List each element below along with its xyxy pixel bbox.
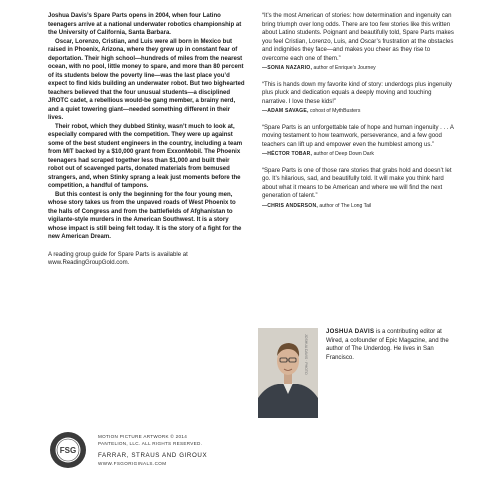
publisher-name: FARRAR, STRAUS AND GIROUX [98,451,208,459]
publisher-seal [48,430,88,470]
credit-line: MOTION PICTURE ARTWORK © 2014 [98,434,188,439]
quote-tobar [258,124,454,159]
author-bio-text: is a contributing editor at Wired, a cofounder of Epic Magazine, and the author of The Underdog. He lives in San Francisco. [326,329,449,361]
artwork-credit [98,434,318,448]
author-portrait-icon [258,328,318,418]
reading-group-guide: A reading group guide for Spare Parts is available at www.ReadingGroupGold.com. [48,251,188,266]
quote-text: “This is hands down my favorite kind of story: underdogs plus ingenuity plus pluck and dedication equals a deeply moving and touching narrative. I love these kids!” [262,81,452,105]
author-bio [326,328,450,362]
quote-text: “Spare Parts is an unforgettable tale of hope and human ingenuity . . . A moving testament to how teamwork, perseverance, and a few good teachers can lift up and empower even the humblest among us.” [262,124,454,148]
quote-text: “Spare Parts is one of those rare stories that grabs hold and doesn’t let go. It’s hilarious, sad, and beautifully told. It will make you think hard about what it means to be American and where we will find the next generation of talent.” [262,167,452,199]
quote-author: —CHRIS ANDERSON, [262,202,318,209]
quote-attribution [262,150,454,159]
quote-attribution [262,202,454,211]
description-paragraph: But this contest is only the beginning for the four young men, whose story takes us from the unpaved roads of West Phoenix to the halls of Congress and from the battlefields of Afghanistan to vigilante-style murders in the American Southwest. It is a story whose impact is still being felt today. It is the story of a fight for the new American Dream. [48,191,242,240]
quote-attribution [262,107,454,116]
quote-author-role: author of Deep Down Dark [313,151,374,157]
author-name: JOSHUA DAVIS [326,329,375,335]
quote-author: —SONIA NAZARIO, [262,65,313,71]
description-paragraph: Their robot, which they dubbed Stinky, wasn’t much to look at, especially compared with the competition. They were up against some of the best student engineers in the country, including a team from MIT backed by a $10,000 grant from ExxonMobil. The Phoenix teenagers had scraped together less than $1,000 and built their robot out of scavenged parts, donated materials from bemused strangers, and, when Stinky sprang a leak just moments before the competition, a handful of tampons. [48,123,243,189]
credit-line: PANTELION, LLC. ALL RIGHTS RESERVED. [98,440,203,446]
fsg-seal-icon [48,430,88,470]
quote-nazario [258,12,454,73]
quote-author: —HÉCTOR TOBAR, [262,151,313,157]
photo-credit: JOSHUA DAVIS · PHOTO [304,334,308,375]
description-paragraph: Oscar, Lorenzo, Cristian, and Luis were all born in Mexico but raised in Phoenix, Arizona, where they grew up in constant fear of deportation. Their high school—hundreds of miles from the nearest ocean, with no pool, little money to spare, and more than 80 percent of its students below the poverty line—was the last place you’d expect to find kids building an underwater robot. But two bighearted teachers believed that the four unusual students—a disciplined JROTC cadet, a rebellious would-be gang member, a brainy nerd, and a quiet towering giant—needed something different in their lives. [48,38,245,121]
publisher-footer [98,434,318,466]
quote-anderson [258,167,454,211]
publisher-url[interactable]: WWW.FSGORIGINALS.COM [98,460,167,466]
quote-author-role: cohost of MythBusters [309,108,361,114]
seal-label: FSG [59,446,77,455]
quote-author-role: author of Enrique’s Journey [313,65,376,71]
quote-text: “It’s the most American of stories: how determination and ingenuity can bring triumph over long odds. There are too few stories like this written about Latino students. Poignant and beautifully told, Spare Parts makes you feel Cristian, Lorenzo, Luis, and Oscar’s frustration at the obstacles and indignities they face—and makes you cheer as they rise to overcome each one of them.” [262,13,454,62]
quote-savage [258,81,454,116]
book-description [48,12,246,268]
quote-attribution [262,64,454,73]
author-photo [258,328,318,418]
quote-author-role: author of The Long Tail [319,202,372,209]
description-paragraph: Joshua Davis’s Spare Parts opens in 2004, when four Latino teenagers arrive at a national underwater robotics championship at the University of California, Santa Barbara. [48,13,242,36]
quote-author: —ADAM SAVAGE, [262,108,309,114]
praise-quotes [258,12,454,218]
author-block [258,328,454,420]
